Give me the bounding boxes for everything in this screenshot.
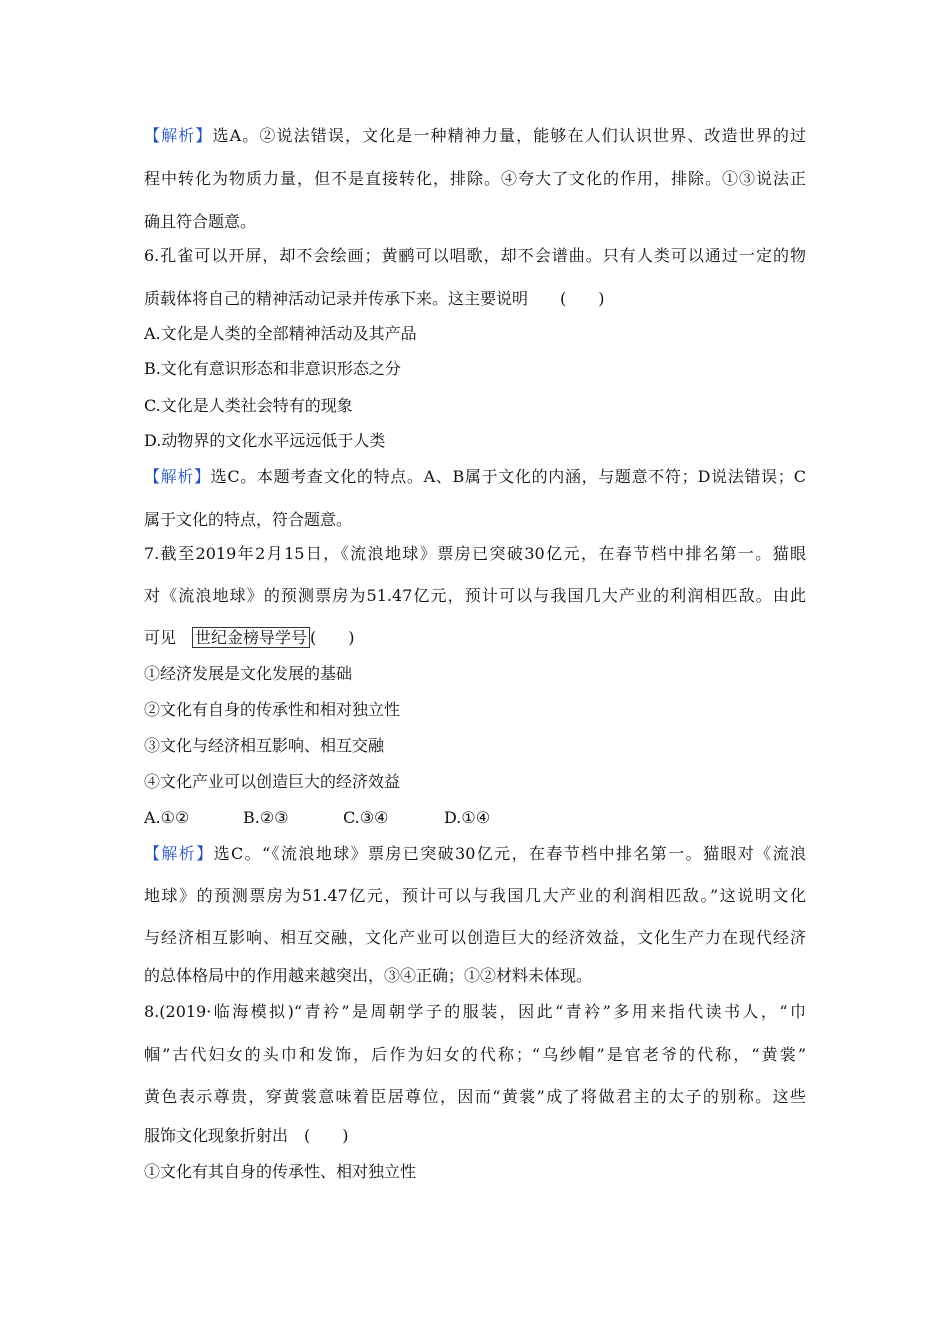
q7-option-c: C.③④ [343,808,389,827]
q7-stem-line-1: 7.截至2019年2月15日，《流浪地球》票房已突破30亿元，在春节档中排名第一。猫眼 [144,544,806,563]
q7-option-d: D.①④ [444,808,491,827]
q7-analysis-line-3: 与经济相互影响、相互交融，文化产业可以创造巨大的经济效益，文化生产力在现代经济 [144,928,806,947]
analysis-tag: 【解析】 [144,467,211,486]
q6-stem-line-2: 质载体将自己的精神活动记录并传承下来。这主要说明 ( ) [144,289,605,308]
q6-analysis-line-1 [144,465,806,489]
q5-analysis-line-1 [144,124,806,148]
q5-analysis-text-1: 选A。②说法错误，文化是一种精神力量，能够在人们认识世界、改造世界的过 [212,126,806,145]
q7-option-b: B.②③ [243,808,289,827]
q7-option-a: A.①② [144,808,190,827]
q7-analysis-text-1: 选C。“《流浪地球》票房已突破30亿元，在春节档中排名第一。猫眼对《流浪 [213,844,806,863]
q7-item-3: ③文化与经济相互影响、相互交融 [144,736,385,755]
q7-item-1: ①经济发展是文化发展的基础 [144,664,353,683]
q7-analysis-line-2: 地球》的预测票房为51.47亿元，预计可以与我国几大产业的利润相匹敌。”这说明文化 [144,886,806,905]
q7-answer-blank: ( ) [310,628,355,647]
q6-analysis-line-2: 属于文化的特点，符合题意。 [144,510,353,529]
q7-analysis-line-1 [144,842,806,866]
q7-stem-prefix: 可见 [144,628,193,647]
q7-stem-line-2: 对《流浪地球》的预测票房为51.47亿元，预计可以与我国几大产业的利润相匹敌。由此 [144,586,806,605]
q6-option-b: B.文化有意识形态和非意识形态之分 [144,359,401,378]
analysis-tag: 【解析】 [144,126,213,145]
q8-item-1: ①文化有其自身的传承性、相对独立性 [144,1162,417,1181]
analysis-tag: 【解析】 [144,844,214,863]
q6-option-d: D.动物界的文化水平远远低于人类 [144,431,386,450]
q7-options-row [144,806,806,830]
q6-stem-line-1: 6.孔雀可以开屏，却不会绘画；黄鹂可以唱歌，却不会谱曲。只有人类可以通过一定的物 [144,246,806,265]
q6-analysis-text-1: 选C。本题考查文化的特点。A、B属于文化的内涵，与题意不符；D说法错误；C [210,467,806,486]
q5-analysis-line-2: 程中转化为物质力量，但不是直接转化，排除。④夸大了文化的作用，排除。①③说法正 [144,169,806,188]
q5-analysis-line-3: 确且符合题意。 [144,212,257,231]
q7-stem-line-3 [144,626,806,650]
study-number-box: 世纪金榜导学号 [192,627,310,648]
q7-analysis-line-4: 的总体格局中的作用越来越突出，③④正确；①②材料未体现。 [144,966,593,985]
q7-item-2: ②文化有自身的传承性和相对独立性 [144,700,401,719]
q8-stem-line-3: 黄色表示尊贵，穿黄裳意味着臣居尊位，因而“黄裳”成了将做君主的太子的别称。这些 [144,1087,806,1106]
q6-option-c: C.文化是人类社会特有的现象 [144,396,353,415]
q8-stem-line-2: 帼”古代妇女的头巾和发饰，后作为妇女的代称；“乌纱帽”是官老爷的代称，“黄裳” [144,1045,806,1064]
q8-stem-line-1: 8.(2019·临海模拟)“青衿”是周朝学子的服装，因此“青衿”多用来指代读书人，“巾 [144,1002,806,1021]
q8-stem-line-4: 服饰文化现象折射出 ( ) [144,1126,349,1145]
q7-item-4: ④文化产业可以创造巨大的经济效益 [144,772,401,791]
q6-option-a: A.文化是人类的全部精神活动及其产品 [144,324,417,343]
